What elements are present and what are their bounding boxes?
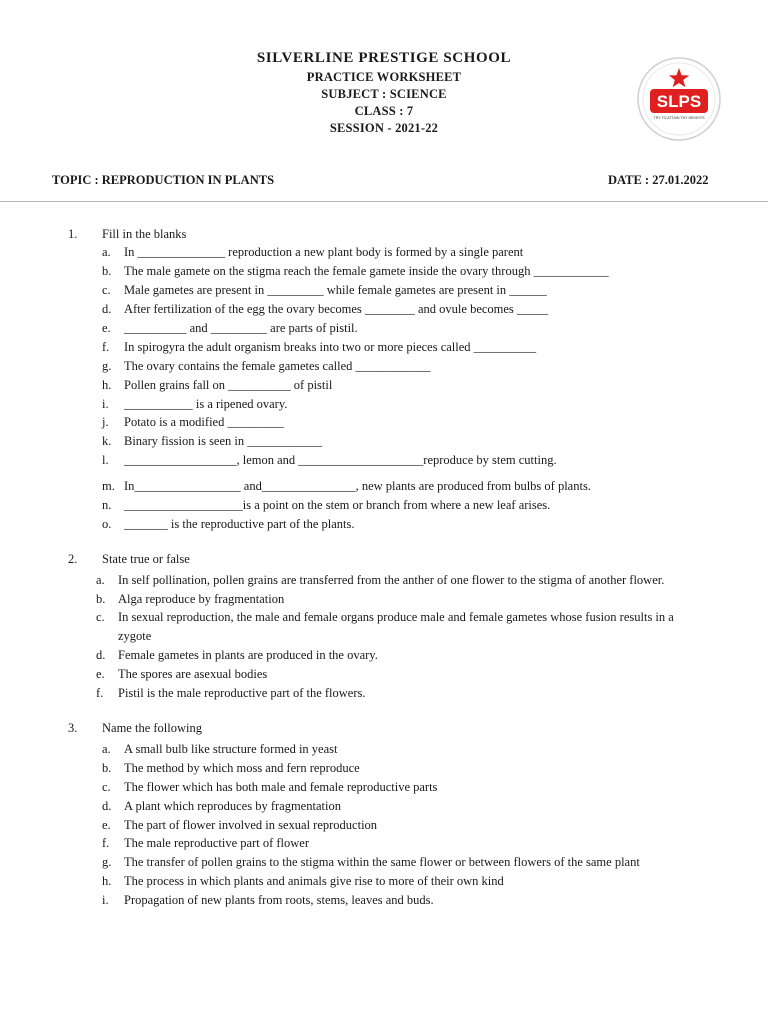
school-name: SILVERLINE PRESTIGE SCHOOL <box>256 50 512 66</box>
topic-label: TOPIC : REPRODUCTION IN PLANTS <box>52 173 275 187</box>
section-number: 2. <box>68 552 78 566</box>
section-title: State true or false <box>102 552 190 566</box>
date-label: DATE : 27.01.2022 <box>608 173 709 187</box>
subject-line: SUBJECT : SCIENCE <box>321 87 447 101</box>
header-divider <box>0 201 768 202</box>
class-line: CLASS : 7 <box>354 104 414 118</box>
logo-text: SLPS <box>656 92 702 111</box>
logo-motto: TRY TO ATTAIN THY HEIGHTS <box>653 116 705 120</box>
school-logo <box>636 56 722 142</box>
worksheet-title: PRACTICE WORKSHEET <box>306 70 462 84</box>
session-line: SESSION - 2021-22 <box>329 121 439 135</box>
section-number: 3. <box>68 721 78 735</box>
section-number: 1. <box>68 227 78 241</box>
section-title: Name the following <box>102 721 202 735</box>
section-title: Fill in the blanks <box>102 227 187 241</box>
